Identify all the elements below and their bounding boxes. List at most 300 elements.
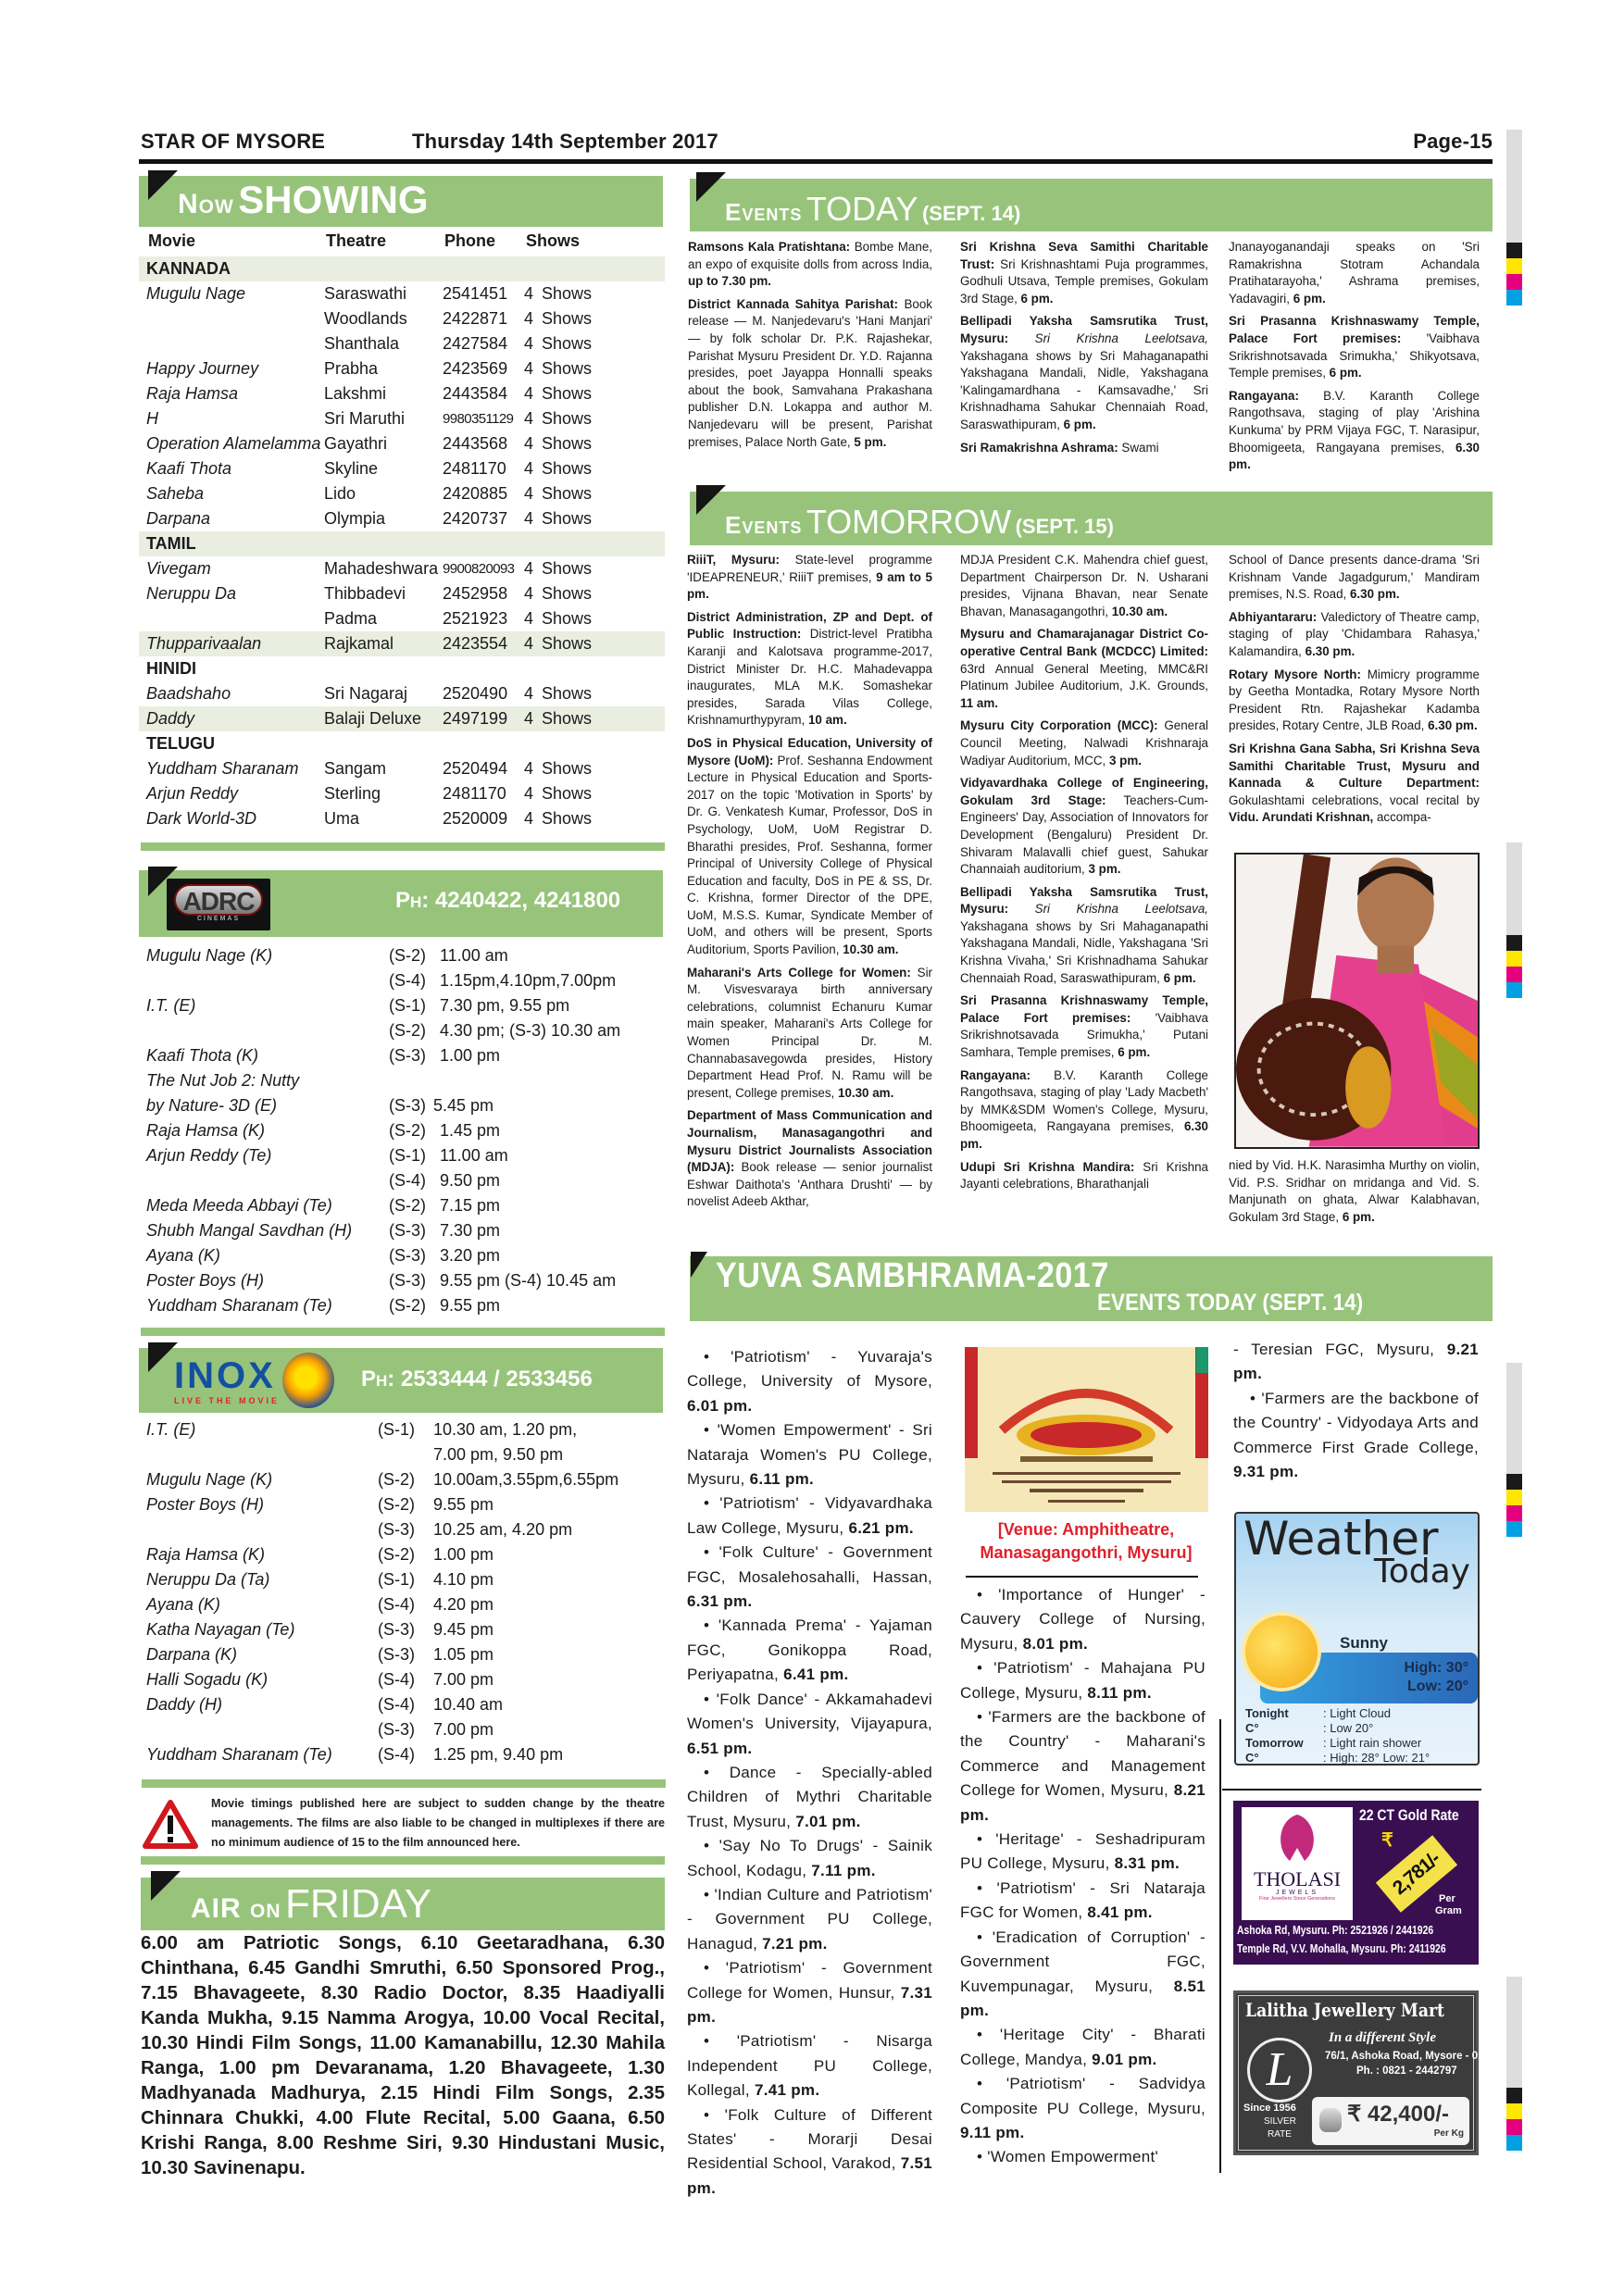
table-row: [139, 706, 665, 731]
screen-number: (S-4): [378, 1695, 415, 1714]
events-today-banner: [690, 179, 1493, 231]
show-times: 5.45 pm: [433, 1096, 494, 1115]
event-time: 9.31 pm.: [1233, 1463, 1299, 1481]
table-row: [139, 431, 665, 456]
masthead-rule: [139, 159, 1493, 164]
screen-number: (S-3): [378, 1620, 415, 1639]
banner-title: [178, 178, 429, 222]
divider: [141, 1328, 665, 1336]
screen-number: (S-1): [378, 1420, 415, 1439]
inox-logo-text: INOX: [174, 1355, 276, 1396]
forecast-value: : High: 28° Low: 21°: [1323, 1751, 1430, 1765]
adrc-logo: [167, 879, 270, 930]
show-times: 4.20 pm: [433, 1595, 494, 1614]
yuva-column: [960, 1583, 1206, 2170]
movie-title: Poster Boys (H): [146, 1495, 265, 1514]
event-highlight: Rotary Mysore North:: [1229, 667, 1361, 681]
events-tomorrow-continuation: [1229, 1157, 1480, 1231]
schedule-row: [139, 1018, 665, 1043]
event-time: 6.01 pm.: [687, 1396, 753, 1415]
screen-number: (S-3): [389, 1221, 426, 1240]
color-registration-mark: [1506, 935, 1522, 998]
yuva-event: [687, 1541, 932, 1614]
event-highlight: 10.30 am.: [843, 942, 899, 957]
event-details: Sri Krishnashtami Puja programmes, Godhuli Utsava, Temple premises, Gokulam 3rd Stage,: [960, 256, 1208, 306]
event-highlight: 10.30 am.: [1111, 604, 1168, 618]
show-times: 1.00 pm: [440, 1046, 501, 1065]
shows-cell: 4 Shows: [524, 459, 593, 478]
table-row: [139, 606, 665, 631]
movie-cell: Darpana: [146, 509, 211, 528]
movie-cell: Baadshaho: [146, 684, 231, 703]
event-highlight: 6.30 pm.: [1349, 587, 1400, 602]
inox-banner: [139, 1348, 663, 1413]
weather-title: Weather: [1243, 1512, 1439, 1566]
event-listing: [1229, 313, 1480, 381]
title-small: Events: [725, 511, 803, 539]
lalitha-name: Lalitha Jewellery Mart: [1245, 1999, 1444, 2021]
yuva-event: [960, 1656, 1206, 1705]
yuva-event: [960, 2023, 1206, 2072]
corner-triangle-icon: [696, 172, 726, 202]
silver-rate-box: [1312, 2097, 1469, 2145]
table-row: [139, 356, 665, 381]
screen-number: (S-2): [378, 1545, 415, 1564]
phone-cell: 2423569: [443, 359, 508, 378]
title-big: FRIDAY: [284, 1881, 432, 1927]
event-details: [1008, 902, 1035, 916]
lalitha-logo-icon: L: [1247, 2038, 1312, 2103]
event-highlight: Sri Prasanna Krishnaswamy Temple, Palace Fort premises:: [1229, 314, 1480, 345]
event-details: Yakshagana shows by Sri Mahaganapathi Yakshagana Mandali, Nidle, Yakshagana 'Sri Krishna Vivaha,' Sri Krishnadhama Sahukar Chennaiah Road, Saraswathipuram,: [960, 918, 1208, 985]
event-highlight: 3 pm.: [1088, 862, 1121, 877]
event-details: accompa-: [1373, 810, 1431, 825]
event-listing: [960, 440, 1208, 457]
yuva-event: [960, 2145, 1206, 2169]
event-details: District-level Pratibha Karanji and Kalotsava programme-2017, District Minister Dr. H.C. Mahadevappa inaugurates, MLA M.K. Somashekar presides, Sarada Vilas College, Krishnamurthypyram,: [687, 627, 932, 728]
event-highlight: 9 am to 5 pm.: [687, 569, 932, 602]
event-details: Sri Krishna Jayanti celebrations, Bharathanjali: [960, 1159, 1208, 1192]
event-details: • 'Farmers are the backbone of the Country' - Maharani's Commerce and Management College for Women, Mysuru,: [960, 1708, 1206, 1800]
schedule-row: [139, 1717, 665, 1742]
event-listing: [688, 239, 932, 291]
color-registration-mark: [1506, 243, 1522, 306]
gold-price-tag: 2,781/-: [1376, 1835, 1457, 1913]
event-highlight: Udupi Sri Krishna Mandira:: [960, 1159, 1135, 1174]
air-banner: [141, 1878, 665, 1930]
banner-title: [725, 190, 1020, 229]
event-time: 7.41 pm.: [754, 2081, 820, 2100]
event-details: Swami: [1118, 440, 1159, 455]
show-times: 1.45 pm: [440, 1121, 501, 1140]
event-highlight: RiiiT, Mysuru:: [687, 553, 780, 567]
show-times: 9.50 pm: [440, 1171, 501, 1190]
movie-title: Ayana (K): [146, 1246, 220, 1265]
schedule-row: [139, 1442, 665, 1467]
schedule-row: [139, 1143, 665, 1168]
shows-cell: 4 Shows: [524, 284, 593, 303]
screen-number: (S-3): [378, 1720, 415, 1739]
radio-schedule: 6.00 am Patriotic Songs, 6.10 Geetaradhana, 6.30 Chinthana, 6.45 Gandhi Smruthi, 6.50 Sponsored Prog., 7.15 Bhavageete, 8.30 Radio Doctor, 8.35 Haadiyalli Kanda Mukha, 9.15 Namma Arogya, 10.00 Vocal Recital, 10.30 Hindi Film Songs, 11.00 Kamanabillu, 12.30 Mahila Ranga, 1.00 pm Devaranama, 1.20 Bhavageete, 1.30 Madhyanada Madhurya, 2.15 Hindi Film Songs, 2.35 Chinnara Chukki, 4.00 Flute Recital, 5.00 Gaana, 6.50 Krishi Ranga, 8.00 Reshme Siri, 9.30 Hindustani Music, 10.30 Savinenapu.: [141, 1932, 665, 2178]
table-row: [139, 381, 665, 406]
event-highlight: 6.30 pm.: [1229, 440, 1480, 472]
print-strip: [1506, 130, 1522, 243]
event-details: • 'Farmers are the backbone of the Country' - Vidyodaya Arts and Commerce First Grade College,: [1233, 1389, 1479, 1456]
divider: [141, 842, 665, 851]
event-details: • 'Say No To Drugs' - Sainik School, Kodagu,: [687, 1837, 932, 1879]
show-times: 10.30 am, 1.20 pm,: [433, 1420, 578, 1439]
schedule-row: [139, 943, 665, 968]
movie-title: Arjun Reddy (Te): [146, 1146, 272, 1165]
schedule-row: [139, 1168, 665, 1193]
event-listing: [1229, 552, 1480, 604]
event-highlight: Bellipadi Yaksha Samsrutika Trust, Mysuru:: [960, 314, 1208, 345]
movie-title: Mugulu Nage (K): [146, 946, 273, 965]
screen-number: (S-4): [389, 971, 426, 990]
event-highlight: up to 7.30 pm.: [688, 274, 772, 289]
yuva-event: [687, 1688, 932, 1761]
timing-disclaimer: Movie timings published here are subject to sudden change by the theatre managements. The films are also liable to be changed in multiplexes if there are no minimum audience of 15 to the film announced here.: [211, 1797, 665, 1849]
event-details: Sir M. Visvesvaraya birth anniversary celebrations, columnist Echanuru Kumar main speaker, Maharani's Arts College for Women Principal Dr. M. Channabasavegowda presides, History Department Head Prof. N. Ramu will be present, College premises,: [687, 965, 933, 1100]
table-row: [139, 781, 665, 806]
tholasi-address-2: Temple Rd, V.V. Mohalla, Mysuru. Ph: 2411926: [1237, 1941, 1446, 1955]
show-times: 1.05 pm: [433, 1645, 494, 1664]
event-details: • 'Patriotism' - Sri Nataraja FGC for Women,: [960, 1878, 1206, 1922]
table-row: [139, 681, 665, 706]
title-date: (SEPT. 15): [1015, 515, 1114, 538]
event-highlight: Ramsons Kala Pratishtana:: [688, 240, 851, 254]
schedule-row: [139, 1617, 665, 1642]
schedule-row: [139, 1692, 665, 1717]
theatre-cell: Gayathri: [324, 434, 388, 453]
inox-phone: [361, 1366, 593, 1392]
screen-number: (S-2): [389, 1021, 426, 1040]
schedule-row: [139, 1293, 665, 1318]
movie-cell: Kaafi Thota: [146, 459, 232, 478]
events-tomorrow-column: [960, 552, 1208, 1199]
movie-cell: Mugulu Nage: [146, 284, 246, 303]
movie-title: Yuddham Sharanam (Te): [146, 1296, 332, 1315]
title-big: TODAY: [806, 190, 918, 228]
forecast-row: [1245, 1751, 1477, 1766]
movie-title: I.T. (E): [146, 996, 196, 1015]
rate-label: RATE: [1268, 2129, 1292, 2140]
yuva-event: [1233, 1338, 1479, 1387]
event-details: • 'Kannada Prema' - Yajaman FGC, Gonikoppa Road, Periyapatna,: [687, 1616, 932, 1684]
yuva-column: [1233, 1338, 1479, 1484]
theatre-cell: Sterling: [324, 784, 381, 803]
forecast-value: : Low 20°: [1323, 1721, 1374, 1735]
forecast-value: : Light rain shower: [1323, 1736, 1422, 1750]
show-times: 11.00 am: [440, 946, 508, 965]
screen-number: (S-1): [389, 996, 426, 1015]
event-listing: [960, 992, 1208, 1061]
table-row: [139, 406, 665, 431]
event-highlight: 11 am.: [960, 695, 998, 710]
brand-name: THOLASI: [1253, 1867, 1342, 1890]
singer-photo: [1234, 853, 1480, 1149]
theatre-cell: Skyline: [324, 459, 379, 478]
screen-number: (S-3): [389, 1271, 426, 1290]
show-times: 10.40 am: [433, 1695, 504, 1714]
schedule-row: [139, 1243, 665, 1268]
phone-cell: 2420737: [443, 509, 508, 528]
gold-rate-headline: 22 CT Gold Rate: [1359, 1806, 1459, 1824]
event-details: • 'Patriotism' - Sadvidya Composite PU College, Mysuru,: [960, 2075, 1206, 2117]
movie-cell: Vivegam: [146, 559, 211, 578]
forecast-row: [1245, 1736, 1477, 1751]
movie-cell: Saheba: [146, 484, 205, 503]
yuva-event: [687, 1761, 932, 1834]
sun-icon: [1245, 1616, 1318, 1688]
show-times: 9.55 pm (S-4) 10.45 am: [440, 1271, 617, 1290]
event-details: • 'Eradication of Corruption' - Government FGC, Kuvempunagar, Mysuru,: [960, 1928, 1206, 1995]
table-row: [139, 331, 665, 356]
venue-text: [Venue: Amphitheatre, Manasagangothri, Mysuru]: [980, 1520, 1193, 1562]
schedule-row: [139, 1193, 665, 1218]
schedule-row: [139, 1517, 665, 1542]
event-listing: [960, 552, 1208, 620]
table-row: [139, 581, 665, 606]
theatre-cell: Sri Maruthi: [324, 409, 406, 428]
event-details: MDJA President C.K. Mahendra chief guest, Department Chairperson Dr. N. Usharani presides, Vijnana Bhavan, near Senate Bhavan, Manasagangothri,: [960, 553, 1208, 618]
event-listing: [687, 965, 932, 1103]
event-highlight: Sri Krishna Seva Samithi Charitable Trust:: [960, 240, 1208, 271]
table-row: [139, 506, 665, 531]
movie-title: The Nut Job 2: Nutty: [146, 1071, 300, 1090]
phone-cell: 2481170: [443, 459, 506, 478]
event-time: 7.11 pm.: [811, 1861, 876, 1879]
forecast-label: Tomorrow: [1245, 1736, 1304, 1750]
screen-number: (S-2): [378, 1495, 415, 1514]
events-tomorrow-column: [687, 552, 932, 1217]
yuva-sambhrama-poster: [965, 1347, 1208, 1512]
show-times: 4.10 pm: [433, 1570, 494, 1589]
temp-high: High: 30°: [1404, 1660, 1468, 1676]
color-registration-mark: [1506, 2088, 1522, 2151]
event-details: Valedictory of Theatre camp, staging of play 'Chidambara Rahasya,' Kalamandira,: [1229, 609, 1480, 658]
yuva-event: [960, 1877, 1206, 1926]
forecast-row: [1245, 1706, 1477, 1721]
events-tomorrow-banner: [690, 492, 1493, 545]
movie-title: Shubh Mangal Savdhan (H): [146, 1221, 353, 1240]
language-label: TAMIL: [146, 534, 196, 553]
yuva-title: YUVA SAMBHRAMA-2017: [716, 1256, 1109, 1295]
table-row: [139, 756, 665, 781]
event-details: [1008, 331, 1035, 345]
screen-number: (S-3): [389, 1046, 426, 1065]
table-row: [139, 456, 665, 481]
screen-number: (S-4): [378, 1595, 415, 1614]
yuva-event: [1233, 1387, 1479, 1485]
title-big: TOMORROW: [806, 503, 1012, 541]
language-group-row: [139, 731, 665, 756]
yuva-event: [687, 1834, 932, 1883]
movie-title: Meda Meeda Abbayi (Te): [146, 1196, 332, 1215]
show-times: 7.00 pm: [433, 1720, 494, 1739]
language-label: HINIDI: [146, 659, 196, 678]
shows-cell: 4 Shows: [524, 484, 593, 503]
event-time: 8.21 pm.: [960, 1781, 1206, 1824]
adrc-phone: [395, 888, 620, 914]
weather-title-today: Today: [1373, 1553, 1470, 1591]
forecast-label: Tonight: [1245, 1706, 1289, 1720]
theatre-cell: Woodlands: [324, 309, 407, 328]
print-strip: [1506, 1363, 1522, 1474]
theatre-cell: Lido: [324, 484, 356, 503]
show-times: 10.25 am, 4.20 pm: [433, 1520, 573, 1539]
shows-cell: 4 Shows: [524, 634, 593, 653]
corner-triangle-icon: [151, 1871, 181, 1901]
show-times: 3.20 pm: [440, 1246, 501, 1265]
event-highlight: 6 pm.: [1118, 1045, 1151, 1060]
theatre-cell: Sri Nagaraj: [324, 684, 408, 703]
forecast-label: C°: [1245, 1751, 1259, 1765]
event-details: Yakshagana shows by Sri Mahaganapathi Yakshagana Mandali, Nidle, Yakshagana 'Kalingamardhana - Kamsavadhe,' Sri Krishnadhama Sahukar Chennaiah Road, Saraswathipuram,: [960, 348, 1208, 431]
event-listing: [688, 296, 932, 451]
events-today-column: [688, 239, 932, 456]
schedule-row: [139, 1467, 665, 1492]
phone-cell: 2520490: [443, 684, 508, 703]
events-tomorrow-column: [1229, 552, 1480, 832]
screen-number: (S-3): [378, 1520, 415, 1539]
event-time: 7.01 pm.: [795, 1812, 861, 1830]
event-time: 7.31 pm.: [687, 1983, 932, 2026]
event-time: 7.21 pm.: [762, 1934, 828, 1953]
shows-cell: 4 Shows: [524, 684, 593, 703]
show-times: 7.30 pm: [440, 1221, 501, 1240]
table-header: [141, 231, 665, 256]
shows-cell: 4 Shows: [524, 334, 593, 353]
header-movie: Movie: [148, 231, 196, 250]
yuva-event: [960, 2072, 1206, 2145]
event-highlight: 6 pm.: [1329, 366, 1362, 381]
schedule-row: [139, 1567, 665, 1592]
event-details: • 'Heritage' - Seshadripuram PU College, Mysuru,: [960, 1830, 1206, 1873]
theatre-cell: Shanthala: [324, 334, 400, 353]
event-time: 6.51 pm.: [687, 1739, 753, 1757]
divider: [1222, 1789, 1481, 1791]
temp-low: Low: 20°: [1407, 1678, 1468, 1694]
event-listing: [1229, 388, 1480, 474]
event-details: • 'Patriotism' - Government College for Women, Hunsur,: [687, 1959, 932, 2002]
event-details: • 'Indian Culture and Patriotism' - Government PU College, Hanagud,: [687, 1885, 932, 1953]
event-details: - Teresian FGC, Mysuru,: [1233, 1341, 1447, 1358]
event-highlight: Rangayana:: [1229, 388, 1299, 403]
show-times: 9.55 pm: [440, 1296, 501, 1315]
event-highlight: 10.30 am.: [838, 1085, 894, 1100]
theatre-cell: Lakshmi: [324, 384, 387, 403]
print-strip: [1506, 1977, 1522, 2088]
theatre-cell: Thibbadevi: [324, 584, 406, 603]
theatre-cell: Sangam: [324, 759, 387, 778]
event-highlight: 5 pm.: [854, 434, 887, 449]
weather-widget: [1234, 1512, 1480, 1766]
shows-cell: 4 Shows: [524, 509, 593, 528]
event-highlight: 3 pm.: [1108, 753, 1142, 767]
banner-title: [191, 1881, 431, 1928]
shows-cell: 4 Shows: [524, 409, 593, 428]
event-listing: [960, 884, 1208, 988]
inox-tagline: LIVE THE MOVIE: [174, 1396, 281, 1405]
schedule-row: [139, 968, 665, 993]
divider: [141, 1856, 665, 1865]
event-highlight: District Kannada Sahitya Parishat:: [688, 296, 898, 311]
screen-number: (S-1): [389, 1146, 426, 1165]
table-row: [139, 806, 665, 831]
header-theatre: Theatre: [326, 231, 387, 250]
event-highlight: 6 pm.: [1293, 291, 1326, 306]
event-details: • 'Women Empowerment' - Sri Nataraja Women's PU College, Mysuru,: [687, 1421, 932, 1489]
event-listing: [1229, 239, 1480, 307]
event-highlight: Vidyavardhaka College of Engineering, Gokulam 3rd Stage:: [960, 776, 1208, 807]
phone-number: 2533444 / 2533456: [400, 1366, 593, 1391]
phone-cell: 2420885: [443, 484, 508, 503]
show-times: 10.00am,3.55pm,6.55pm: [433, 1470, 619, 1489]
warning-icon: [143, 1800, 198, 1850]
movie-title: Neruppu Da (Ta): [146, 1570, 270, 1589]
event-details: 'Vaibhava Srikrishnotsavada Srimukha,' Putani Samhara, Temple premises,: [960, 1010, 1208, 1060]
event-details: nied by Vid. H.K. Narasimha Murthy on violin, Vid. P.S. Sridhar on mridanga and Vid. S. Manjunath on ghata, Alwar Kalabhavan, Gokulam 3rd Stage,: [1229, 1158, 1480, 1224]
movie-cell: Operation Alamelamma: [146, 434, 321, 453]
events-today-column: [960, 239, 1208, 462]
header-phone: Phone: [444, 231, 496, 250]
event-listing: [687, 552, 932, 604]
movie-title: Katha Nayagan (Te): [146, 1620, 295, 1639]
movie-title: Mugulu Nage (K): [146, 1470, 273, 1489]
schedule-row: [139, 1218, 665, 1243]
shows-cell: 4 Shows: [524, 359, 593, 378]
color-registration-mark: [1506, 1474, 1522, 1537]
movie-cell: Yuddham Sharanam: [146, 759, 299, 778]
event-details: Bombe Mane, an expo of exquisite dolls from across India,: [688, 240, 932, 271]
event-highlight: Sri Krishna Gana Sabha, Sri Krishna Seva Samithi Charitable Trust, Mysuru and Kannada & Culture Department:: [1229, 741, 1480, 791]
event-details: School of Dance presents dance-drama 'Sri Krishnam Vande Jagadgurum,' Mandiram premises, N.S. Road,: [1229, 553, 1480, 602]
forecast-row: [1245, 1721, 1477, 1736]
show-times: 9.55 pm: [433, 1495, 494, 1514]
lalitha-jewellery-ad: [1233, 1990, 1484, 2155]
event-highlight: 6 pm.: [1063, 417, 1096, 431]
yuva-event: [687, 2103, 932, 2202]
event-time: 9.11 pm.: [960, 2123, 1025, 2141]
event-highlight: 6.30 pm.: [1428, 718, 1478, 733]
show-times: 1.15pm,4.10pm,7.00pm: [440, 971, 617, 990]
movie-title: Raja Hamsa (K): [146, 1545, 266, 1564]
event-time: 6.31 pm.: [687, 1592, 753, 1611]
event-details: • 'Women Empowerment': [977, 2148, 1159, 2166]
language-group-row: [139, 256, 665, 281]
header-shows: Shows: [526, 231, 581, 250]
yuva-event: [960, 1705, 1206, 1828]
screen-number: (S-2): [389, 1121, 426, 1140]
event-details: • 'Importance of Hunger' - Cauvery College of Nursing, Mysuru,: [960, 1586, 1206, 1653]
yuva-event: [960, 1926, 1206, 2024]
phone-cell: 2520009: [443, 809, 508, 828]
movie-cell: Thupparivaalan: [146, 634, 262, 653]
phone-cell: 2443568: [443, 434, 508, 453]
show-times: 7.00 pm, 9.50 pm: [433, 1445, 564, 1464]
title-big: SHOWING: [238, 178, 429, 221]
movie-title: Ayana (K): [146, 1595, 220, 1614]
event-highlight: Mysuru City Corporation (MCC):: [960, 718, 1158, 733]
event-highlight: Maharani's Arts College for Women:: [687, 965, 911, 980]
inox-globe-icon: [282, 1353, 334, 1408]
event-details: State-level programme 'IDEAPRENEUR,' RiiiT premises,: [687, 553, 933, 584]
movie-title: by Nature- 3D (E): [146, 1096, 278, 1115]
event-details: General Council Meeting, Nalwadi Krishnaraja Wadiyar Auditorium, MCC,: [960, 718, 1208, 767]
event-listing: [687, 735, 932, 959]
event-time: 8.11 pm.: [1087, 1683, 1152, 1702]
